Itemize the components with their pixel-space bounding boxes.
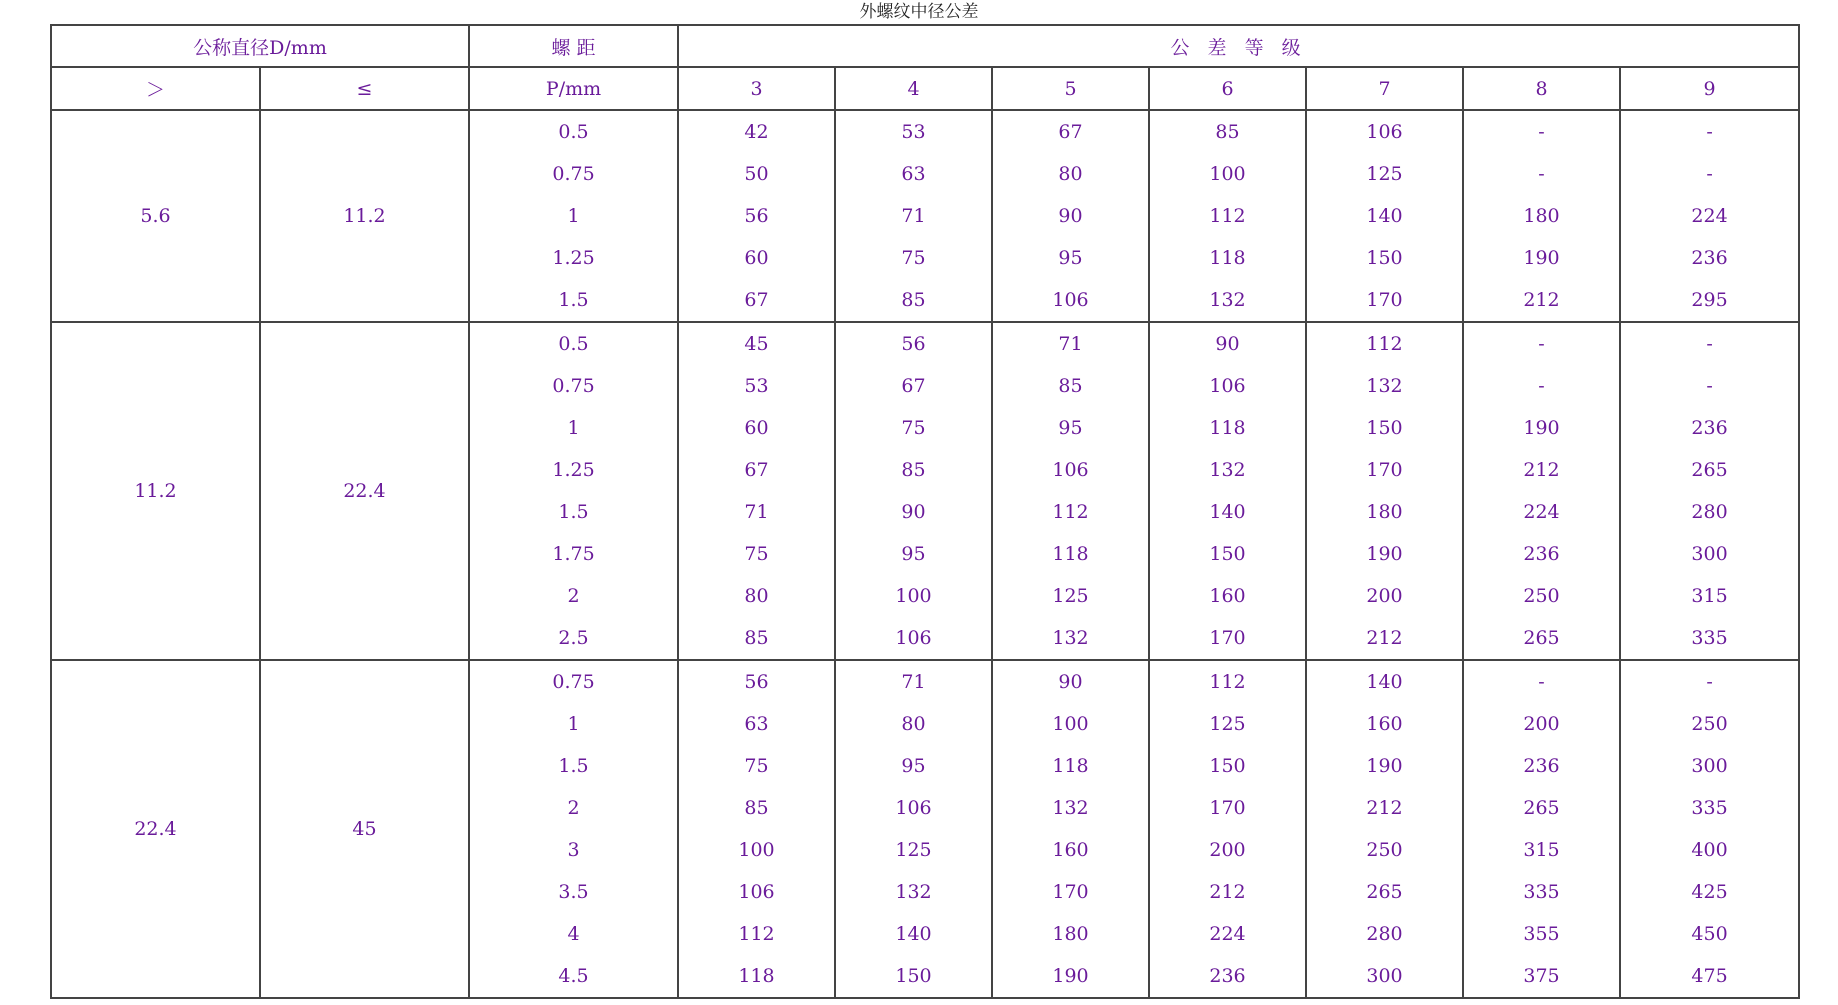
- tolerance-value: 125: [895, 839, 932, 861]
- grade-4-cell: [835, 110, 992, 322]
- header-grade-9: 9: [1620, 67, 1799, 110]
- grade-7-cell: [1306, 322, 1463, 660]
- tolerance-value: -: [1706, 121, 1713, 143]
- tolerance-value: 100: [1209, 163, 1246, 185]
- tolerance-value: 100: [1052, 713, 1089, 735]
- tolerance-value: 236: [1523, 755, 1560, 777]
- tolerance-value: 250: [1691, 713, 1728, 735]
- grade-8-cell: [1463, 110, 1620, 322]
- tolerance-value: 112: [1052, 501, 1089, 523]
- tolerance-value: 90: [1215, 333, 1240, 355]
- header-tolerance-grade-label: 公 差 等 级: [1170, 36, 1307, 59]
- range-greater-than-cell: 22.4: [51, 660, 260, 998]
- tolerance-value: 315: [1691, 585, 1728, 607]
- tolerance-value: -: [1706, 671, 1713, 693]
- tolerance-value: 200: [1523, 713, 1560, 735]
- tolerance-value: 160: [1366, 713, 1403, 735]
- tolerance-value: 85: [744, 797, 769, 819]
- tolerance-value: -: [1538, 671, 1545, 693]
- pitch-value: 2: [567, 585, 580, 607]
- pitch-value: 3: [567, 839, 580, 861]
- grade-5-cell: [992, 322, 1149, 660]
- pitch-value: 1.25: [552, 247, 595, 269]
- tolerance-value: 106: [895, 627, 932, 649]
- tolerance-value: 80: [1058, 163, 1083, 185]
- tolerance-value: 315: [1523, 839, 1560, 861]
- tolerance-value: 71: [744, 501, 769, 523]
- tolerance-value: -: [1706, 163, 1713, 185]
- header-row-2: [51, 67, 1799, 110]
- grade-9-cell: [1620, 110, 1799, 322]
- tolerance-value: 85: [1058, 375, 1083, 397]
- header-greater-than: ＞: [51, 67, 260, 110]
- tolerance-value: 125: [1366, 163, 1403, 185]
- tolerance-value: 53: [744, 375, 769, 397]
- pitch-value: 0.75: [552, 163, 595, 185]
- range-less-equal-cell: 22.4: [260, 322, 469, 660]
- tolerance-value: 63: [744, 713, 769, 735]
- tolerance-value: -: [1706, 375, 1713, 397]
- pitch-value: 2.5: [558, 627, 589, 649]
- tolerance-value: 90: [1058, 205, 1083, 227]
- tolerance-value: 265: [1366, 881, 1403, 903]
- tolerance-value: 190: [1052, 965, 1089, 987]
- tolerance-value: -: [1538, 333, 1545, 355]
- tolerance-value: 180: [1523, 205, 1560, 227]
- grade-4-cell: [835, 322, 992, 660]
- tolerance-value: 106: [1052, 289, 1089, 311]
- pitch-value: 0.75: [552, 375, 595, 397]
- tolerance-value: 212: [1366, 627, 1403, 649]
- header-pitch-unit: P/mm: [469, 67, 678, 110]
- tolerance-value: 236: [1209, 965, 1246, 987]
- tolerance-value: 85: [901, 459, 926, 481]
- tolerance-value: 71: [901, 671, 926, 693]
- tolerance-value: 236: [1691, 417, 1728, 439]
- tolerance-value: 170: [1209, 627, 1246, 649]
- tolerance-value: 125: [1052, 585, 1089, 607]
- grade-7-cell: [1306, 110, 1463, 322]
- header-grade-6: 6: [1149, 67, 1306, 110]
- header-less-equal: ≤: [260, 67, 469, 110]
- pitch-value: 2: [567, 797, 580, 819]
- tolerance-value: 95: [1058, 417, 1083, 439]
- tolerance-value: 450: [1691, 923, 1728, 945]
- pitch-cell: [469, 110, 678, 322]
- header-grade-8: 8: [1463, 67, 1620, 110]
- tolerance-value: 140: [1366, 671, 1403, 693]
- tolerance-value: 190: [1523, 417, 1560, 439]
- tolerance-value: 132: [1052, 627, 1089, 649]
- tolerance-value: 280: [1366, 923, 1403, 945]
- tolerance-value: 170: [1052, 881, 1089, 903]
- tolerance-value: 125: [1209, 713, 1246, 735]
- tolerance-value: 56: [901, 333, 926, 355]
- tolerance-value: 190: [1523, 247, 1560, 269]
- tolerance-value: 118: [1052, 543, 1089, 565]
- tolerance-value: 300: [1691, 755, 1728, 777]
- tolerance-value: 425: [1691, 881, 1728, 903]
- tolerance-value: 112: [1209, 205, 1246, 227]
- tolerance-value: 250: [1523, 585, 1560, 607]
- grade-3-cell: [678, 322, 835, 660]
- tolerance-value: 95: [1058, 247, 1083, 269]
- tolerance-value: 300: [1366, 965, 1403, 987]
- tolerance-value: 212: [1366, 797, 1403, 819]
- tolerance-value: 67: [1058, 121, 1083, 143]
- tolerance-value: 60: [744, 247, 769, 269]
- grade-5-cell: [992, 660, 1149, 998]
- tolerance-value: 132: [895, 881, 932, 903]
- tolerance-value: 140: [1366, 205, 1403, 227]
- tolerance-value: 236: [1523, 543, 1560, 565]
- tolerance-value: 106: [1209, 375, 1246, 397]
- pitch-value: 1: [567, 713, 580, 735]
- pitch-value: 0.75: [552, 671, 595, 693]
- tolerance-value: -: [1538, 375, 1545, 397]
- tolerance-value: 224: [1691, 205, 1728, 227]
- tolerance-value: 75: [901, 247, 926, 269]
- tolerance-value: 112: [1209, 671, 1246, 693]
- tolerance-value: 280: [1691, 501, 1728, 523]
- tolerance-value: 53: [901, 121, 926, 143]
- tolerance-value: 140: [895, 923, 932, 945]
- tolerance-value: 75: [744, 755, 769, 777]
- tolerance-value: 100: [895, 585, 932, 607]
- grade-3-cell: [678, 110, 835, 322]
- tolerance-value: 200: [1209, 839, 1246, 861]
- tolerance-value: -: [1706, 333, 1713, 355]
- grade-3-cell: [678, 660, 835, 998]
- range-greater-than-cell: 11.2: [51, 322, 260, 660]
- tolerance-value: 295: [1691, 289, 1728, 311]
- tolerance-value: 50: [744, 163, 769, 185]
- tolerance-value: 160: [1209, 585, 1246, 607]
- tolerance-value: 80: [744, 585, 769, 607]
- tolerance-value: 132: [1052, 797, 1089, 819]
- grade-5-cell: [992, 110, 1149, 322]
- tolerance-value: 118: [1052, 755, 1089, 777]
- tolerance-value: 150: [1209, 543, 1246, 565]
- pitch-value: 1: [567, 205, 580, 227]
- tolerance-value: 212: [1523, 459, 1560, 481]
- table-caption: 外螺纹中径公差: [859, 2, 979, 22]
- tolerance-value: 375: [1523, 965, 1560, 987]
- tolerance-value: 335: [1691, 627, 1728, 649]
- tolerance-value: 212: [1209, 881, 1246, 903]
- tolerance-value: 95: [901, 543, 926, 565]
- tolerance-value: 95: [901, 755, 926, 777]
- tolerance-value: 170: [1209, 797, 1246, 819]
- tolerance-value: 265: [1523, 797, 1560, 819]
- pitch-value: 1.5: [558, 501, 589, 523]
- tolerance-value: 106: [1052, 459, 1089, 481]
- tolerance-value: 63: [901, 163, 926, 185]
- tolerance-value: 170: [1366, 289, 1403, 311]
- tolerance-value: 150: [1366, 417, 1403, 439]
- pitch-value: 1.5: [558, 755, 589, 777]
- tolerance-value: 60: [744, 417, 769, 439]
- tolerance-value: 335: [1691, 797, 1728, 819]
- grade-6-cell: [1149, 322, 1306, 660]
- header-tolerance-grade: [678, 25, 1799, 67]
- grade-8-cell: [1463, 322, 1620, 660]
- grade-6-cell: [1149, 660, 1306, 998]
- pitch-value: 0.5: [558, 333, 589, 355]
- tolerance-value: 132: [1366, 375, 1403, 397]
- tolerance-value: 180: [1052, 923, 1089, 945]
- tolerance-value: 150: [1209, 755, 1246, 777]
- tolerance-value: 118: [738, 965, 775, 987]
- tolerance-value: 67: [744, 459, 769, 481]
- tolerance-value: 150: [1366, 247, 1403, 269]
- tolerance-value: -: [1538, 121, 1545, 143]
- tolerance-value: 106: [895, 797, 932, 819]
- tolerance-value: 265: [1523, 627, 1560, 649]
- tolerance-value: 190: [1366, 543, 1403, 565]
- tolerance-value: 90: [901, 501, 926, 523]
- tolerance-value: -: [1538, 163, 1545, 185]
- tolerance-value: 85: [744, 627, 769, 649]
- tolerance-value: 112: [738, 923, 775, 945]
- tolerance-value: 236: [1691, 247, 1728, 269]
- header-pitch: 螺 距: [469, 25, 678, 67]
- pitch-value: 4: [567, 923, 580, 945]
- tolerance-value: 200: [1366, 585, 1403, 607]
- tolerance-value: 250: [1366, 839, 1403, 861]
- pitch-value: 1: [567, 417, 580, 439]
- pitch-value: 3.5: [558, 881, 589, 903]
- tolerance-value: 106: [738, 881, 775, 903]
- pitch-value: 1.5: [558, 289, 589, 311]
- tolerance-value: 56: [744, 671, 769, 693]
- pitch-cell: [469, 660, 678, 998]
- grade-6-cell: [1149, 110, 1306, 322]
- table-row: [51, 110, 1799, 322]
- range-greater-than-cell: 5.6: [51, 110, 260, 322]
- tolerance-value: 400: [1691, 839, 1728, 861]
- header-grade-3: 3: [678, 67, 835, 110]
- table-row: [51, 322, 1799, 660]
- tolerance-value: 335: [1523, 881, 1560, 903]
- tolerance-value: 42: [744, 121, 769, 143]
- tolerance-value: 140: [1209, 501, 1246, 523]
- tolerance-value: 355: [1523, 923, 1560, 945]
- tolerance-value: 75: [901, 417, 926, 439]
- grade-8-cell: [1463, 660, 1620, 998]
- tolerance-value: 132: [1209, 459, 1246, 481]
- tolerance-value: 190: [1366, 755, 1403, 777]
- pitch-cell: [469, 322, 678, 660]
- header-nominal-diameter: 公称直径D/mm: [51, 25, 469, 67]
- tolerance-value: 160: [1052, 839, 1089, 861]
- tolerance-value: 90: [1058, 671, 1083, 693]
- tolerance-value: 170: [1366, 459, 1403, 481]
- tolerance-value: 106: [1366, 121, 1403, 143]
- tolerance-value: 71: [1058, 333, 1083, 355]
- pitch-value: 1.75: [552, 543, 595, 565]
- tolerance-value: 300: [1691, 543, 1728, 565]
- tolerance-value: 85: [901, 289, 926, 311]
- tolerance-table: [50, 24, 1800, 999]
- tolerance-value: 112: [1366, 333, 1403, 355]
- header-grade-4: 4: [835, 67, 992, 110]
- header-grade-7: 7: [1306, 67, 1463, 110]
- range-less-equal-cell: 45: [260, 660, 469, 998]
- range-less-equal-cell: 11.2: [260, 110, 469, 322]
- header-grade-5: 5: [992, 67, 1149, 110]
- tolerance-value: 67: [901, 375, 926, 397]
- pitch-value: 0.5: [558, 121, 589, 143]
- tolerance-value: 118: [1209, 247, 1246, 269]
- grade-9-cell: [1620, 322, 1799, 660]
- tolerance-value: 118: [1209, 417, 1246, 439]
- pitch-value: 4.5: [558, 965, 589, 987]
- tolerance-value: 132: [1209, 289, 1246, 311]
- grade-4-cell: [835, 660, 992, 998]
- tolerance-value: 71: [901, 205, 926, 227]
- tolerance-value: 265: [1691, 459, 1728, 481]
- tolerance-value: 45: [744, 333, 769, 355]
- tolerance-value: 67: [744, 289, 769, 311]
- tolerance-value: 212: [1523, 289, 1560, 311]
- tolerance-value: 224: [1523, 501, 1560, 523]
- tolerance-value: 150: [895, 965, 932, 987]
- grade-9-cell: [1620, 660, 1799, 998]
- grade-7-cell: [1306, 660, 1463, 998]
- tolerance-value: 224: [1209, 923, 1246, 945]
- tolerance-value: 56: [744, 205, 769, 227]
- table-row: [51, 660, 1799, 998]
- header-row-1: [51, 25, 1799, 67]
- tolerance-value: 75: [744, 543, 769, 565]
- tolerance-value: 80: [901, 713, 926, 735]
- pitch-value: 1.25: [552, 459, 595, 481]
- tolerance-value: 475: [1691, 965, 1728, 987]
- tolerance-value: 180: [1366, 501, 1403, 523]
- tolerance-value: 100: [738, 839, 775, 861]
- tolerance-value: 85: [1215, 121, 1240, 143]
